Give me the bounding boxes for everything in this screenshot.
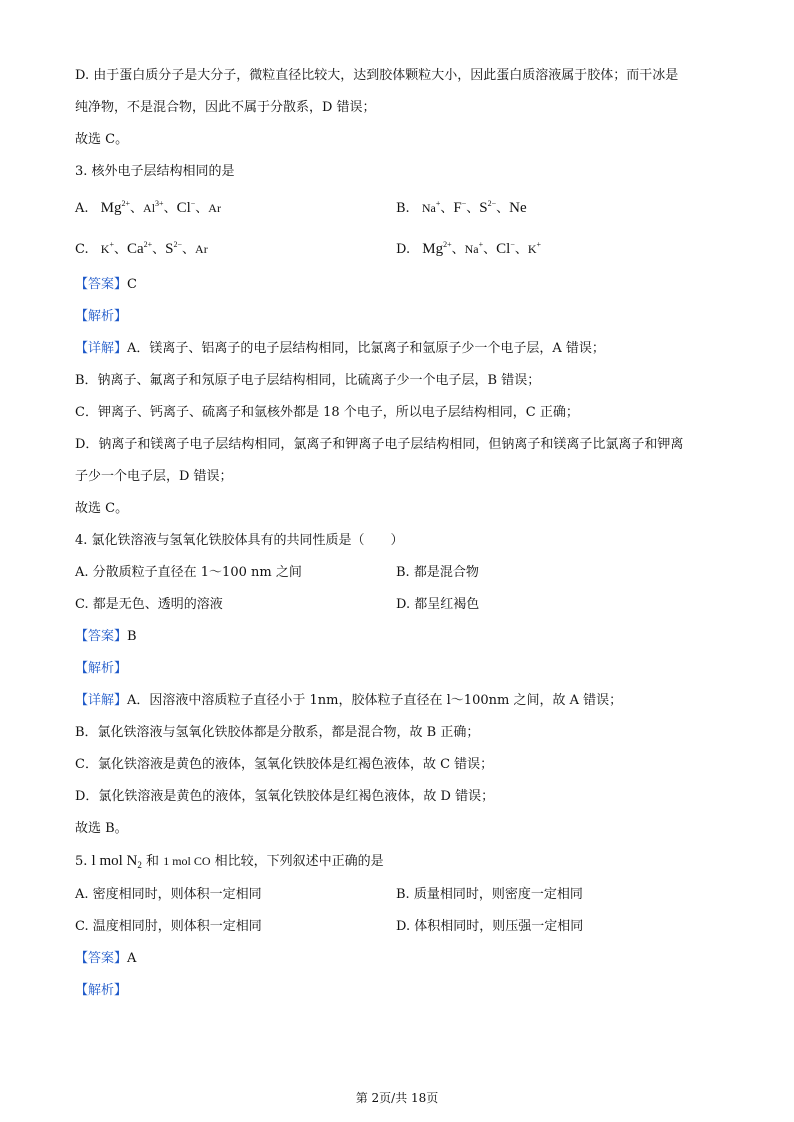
amount-co: 1 mol CO — [163, 854, 211, 868]
detail-tag: 【详解】 — [75, 693, 128, 708]
q3-conclusion: 故选 C。 — [75, 501, 129, 516]
ion-cl: Cl− — [496, 240, 515, 257]
separator: 、 — [113, 242, 127, 257]
q3-detail-d-line1: D．钠离子和镁离子电子层结构相同，氯离子和钾离子电子层结构相同，但钠离子和镁离子比氯离子和钾离 — [75, 437, 684, 452]
option-label: B. — [396, 201, 410, 216]
q5-option-d: D. 体积相同时，则压强一定相同 — [396, 919, 584, 934]
ion-k: K+ — [100, 240, 114, 256]
q4-option-d: D. 都呈红褐色 — [396, 597, 480, 612]
separator: 、 — [163, 201, 177, 216]
ion-cl: Cl− — [176, 199, 196, 216]
ion-k: K+ — [527, 240, 542, 256]
q3-option-a — [75, 199, 221, 218]
separator: 、 — [451, 242, 465, 257]
q3-answer — [75, 276, 137, 294]
q3-detail-b: B．钠离子、氟离子和氖原子电子层结构相同，比硫离子少一个电子层，B 错误； — [75, 373, 541, 388]
q4-answer — [75, 628, 137, 646]
ion-s: $S^{2-}$ — [165, 240, 183, 257]
answer-value: B — [127, 629, 137, 644]
answer-value: A — [127, 951, 137, 966]
answer-value: C — [127, 277, 137, 292]
q3-detail-c: C．钾离子、钙离子、硫离子和氩核外都是 18 个电子，所以电子层结构相同，C 正确； — [75, 405, 579, 420]
question-number: 5. — [75, 854, 88, 869]
atom-ar: Ar — [195, 242, 208, 256]
q4-stem: 4. 氯化铁溶液与氢氧化铁胶体具有的共同性质是（ ） — [75, 533, 404, 548]
ion-na: Na+ — [464, 240, 484, 256]
q5-option-b: B. 质量相同时，则密度一定相同 — [396, 887, 583, 902]
q2-conclusion: 故选 C。 — [75, 132, 129, 147]
answer-tag: 【答案】 — [75, 629, 128, 644]
q3-option-d — [396, 240, 541, 259]
option-label: C. — [75, 242, 89, 257]
amount-n2: l mol $N_2$ — [91, 853, 142, 870]
answer-tag: 【答案】 — [75, 951, 128, 966]
q2-option-d-line1: D. 由于蛋白质分子是大分子，微粒直径比较大，达到胶体颗粒大小，因此蛋白质溶液属于胶体；而干冰是 — [75, 68, 679, 83]
q5-answer — [75, 950, 136, 968]
q4-detail-d: D．氯化铁溶液是黄色的液体，氢氧化铁胶体是红褐色液体，故 D 错误； — [75, 789, 495, 804]
ion-ca: $Ca^{2+}$ — [126, 240, 153, 257]
q4-detail-c: C．氯化铁溶液是黄色的液体，氢氧化铁胶体是红褐色液体，故 C 错误； — [75, 757, 494, 772]
separator: 、 — [466, 201, 480, 216]
q4-detail-b: B．氯化铁溶液与氢氧化铁胶体都是分散系，都是混合物，故 B 正确； — [75, 725, 480, 740]
q3-option-b — [396, 199, 527, 218]
q4-detail-a: 【详解】A．因溶液中溶质粒子直径小于 1nm，胶体粒子直径在 l～100nm 之间，故 A 错误； — [75, 693, 623, 708]
atom-ar: Ar — [208, 201, 221, 215]
q4-conclusion: 故选 B。 — [75, 821, 128, 836]
detail-tag: 【详解】 — [75, 341, 128, 356]
q4-option-a: A. 分散质粒子直径在 1～100 nm 之间 — [75, 565, 302, 580]
q5-analysis-tag: 【解析】 — [75, 983, 128, 998]
ion-mg: $Mg^{2+}$ — [422, 240, 452, 257]
separator: 、 — [483, 242, 497, 257]
atom-ne: Ne — [509, 200, 527, 216]
separator: 、 — [514, 242, 528, 257]
answer-tag: 【答案】 — [75, 277, 128, 292]
q5-stem: 5. l mol $N_2$ 和 1 mol CO 相比较，下列叙述中正确的是 — [75, 853, 384, 870]
ion-na: Na+ — [421, 199, 441, 215]
separator: 、 — [195, 201, 209, 216]
separator: 、 — [182, 242, 196, 257]
q4-option-b: B. 都是混合物 — [396, 565, 479, 580]
option-label: D. — [396, 242, 411, 257]
separator: 、 — [130, 201, 144, 216]
q2-option-d-line2: 纯净物，不是混合物，因此不属于分散系，D 错误； — [75, 100, 376, 115]
q5-option-c: C. 温度相同肘，则体积一定相同 — [75, 919, 262, 934]
page-footer: 第 2页/共 18页 — [355, 1091, 439, 1105]
separator: 、 — [440, 201, 454, 216]
ion-s: $S^{2-}$ — [479, 199, 497, 216]
q3-detail-a: 【详解】A．镁离子、铝离子的电子层结构相同，比氯离子和氩原子少一个电子层，A 错误； — [75, 341, 605, 356]
separator: 、 — [496, 201, 510, 216]
option-label: A. — [75, 201, 89, 216]
ion-mg: $Mg^{2+}$ — [100, 199, 131, 216]
q3-detail-d-line2: 子少一个电子层，D 错误； — [75, 469, 233, 484]
q4-option-c: C. 都是无色、透明的溶液 — [75, 597, 223, 612]
ion-al: $Al^{3+}$ — [143, 199, 164, 215]
separator: 、 — [152, 242, 166, 257]
q3-option-c — [75, 240, 208, 259]
q4-analysis-tag: 【解析】 — [75, 661, 128, 676]
q3-analysis-tag: 【解析】 — [75, 309, 128, 324]
ion-f: F− — [453, 199, 467, 216]
q3-stem: 3. 核外电子层结构相同的是 — [75, 164, 235, 179]
q5-option-a: A. 密度相同时，则体积一定相同 — [75, 887, 262, 902]
